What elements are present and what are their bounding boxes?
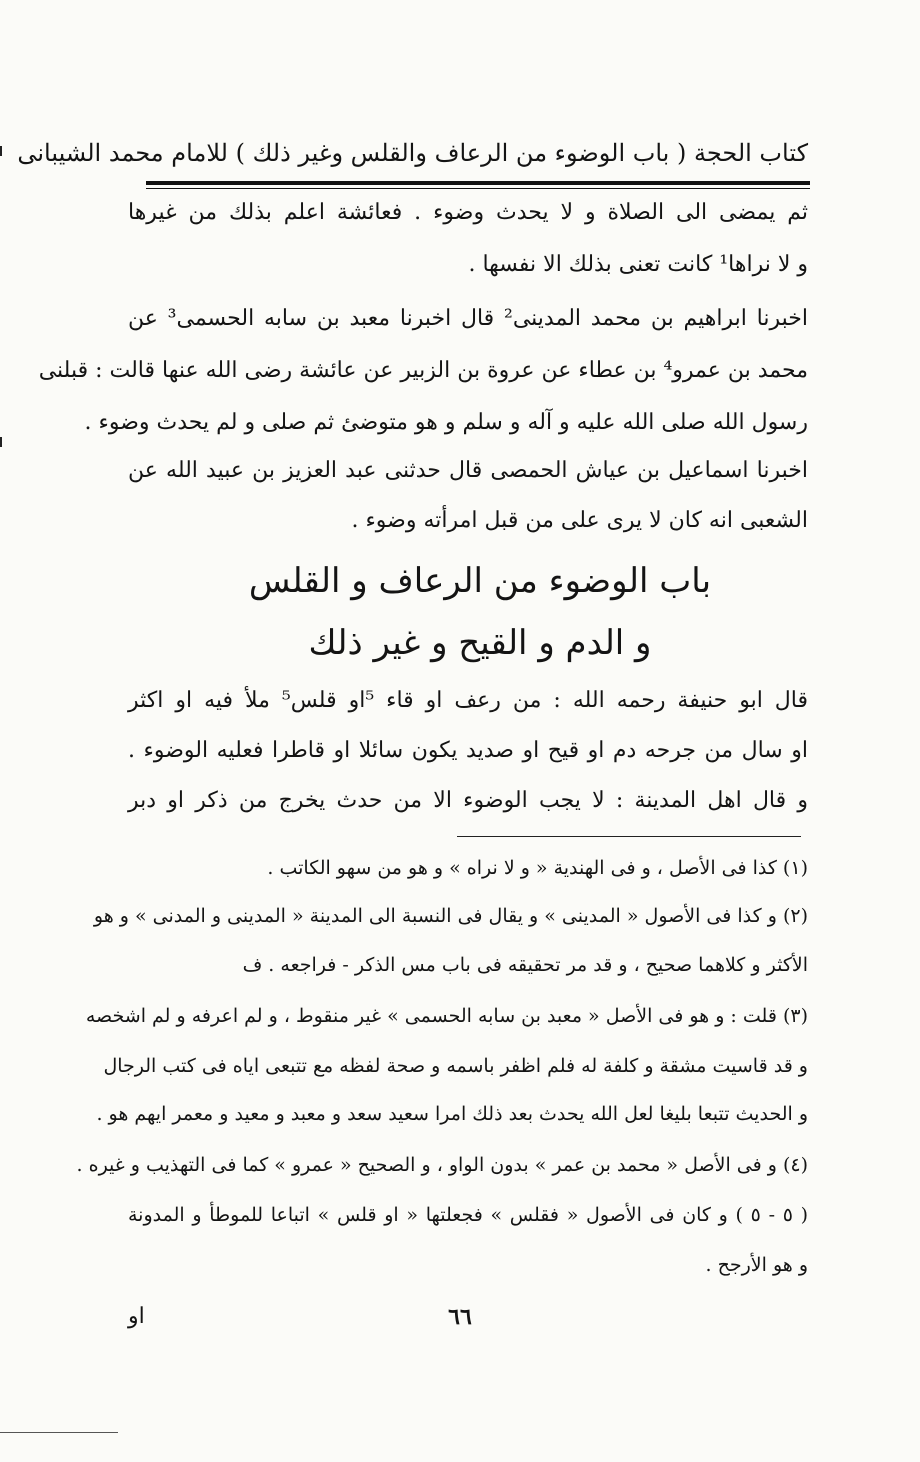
- body-line: قال ابو حنيفة رحمه الله : من رعف او قاء ⁵او قلس⁵ ملأ فيه او اكثر: [128, 688, 809, 713]
- footnote-line: و هو الأرجح .: [705, 1254, 808, 1276]
- footnote-separator: [457, 836, 801, 837]
- running-header: كتاب الحجة ( باب الوضوء من الرعاف والقلس وغير ذلك ) للامام محمد الشيبانى: [17, 139, 808, 167]
- body-line: او سال من جرحه دم او قيح او صديد يكون سائلا او قاطرا فعليه الوضوء .: [128, 738, 808, 763]
- footnote-line: (١) كذا فى الأصل ، و فى الهندية « و لا نراه » و هو من سهو الكاتب .: [267, 857, 808, 879]
- header-rule-thick: [146, 181, 810, 185]
- footnote-line: و قد قاسيت مشقة و كلفة له فلم اظفر باسمه و صحة لفظه مع تتبعى اياه فى كتب الرجال: [103, 1055, 808, 1077]
- footnote-line: و الحديث تتبعا بليغا لعل الله يحدث بعد ذلك امرا سعيد سعد و معبد و معيد و معمر ايهم هو .: [96, 1103, 808, 1125]
- body-line: و قال اهل المدينة : لا يجب الوضوء الا من حدث يخرج من ذكر او دبر: [128, 788, 808, 813]
- chapter-heading-line-1: باب الوضوء من الرعاف و القلس: [248, 561, 712, 601]
- chapter-heading-line-2: و الدم و القيح و غير ذلك: [308, 623, 652, 663]
- body-line: و لا نراها¹ كانت تعنى بذلك الا نفسها .: [468, 252, 808, 277]
- body-line: رسول الله صلى الله عليه و آله و سلم و هو متوضئ ثم صلى و لم يحدث وضوء .: [84, 410, 808, 435]
- catchword: او: [128, 1304, 145, 1329]
- body-line: محمد بن عمرو⁴ بن عطاء عن عروة بن الزبير عن عائشة رضى الله عنها قالت : قبلنى: [38, 358, 808, 383]
- footnote-line: (٢) و كذا فى الأصول « المدينى » و يقال فى النسبة الى المدينة « المدينى و المدنى » و هو: [93, 905, 808, 927]
- body-line: اخبرنا اسماعيل بن عياش الحمصى قال حدثنى عبد العزيز بن عبيد الله عن: [128, 458, 808, 483]
- scan-edge-mark: [0, 437, 2, 447]
- body-line: اخبرنا ابراهيم بن محمد المدينى² قال اخبرنا معبد بن سابه الحسمى³ عن: [128, 306, 808, 331]
- body-line: الشعبى انه كان لا يرى على من قبل امرأته وضوء .: [351, 508, 808, 533]
- body-line: ثم يمضى الى الصلاة و لا يحدث وضوء . فعائشة اعلم بذلك من غيرها: [128, 200, 808, 225]
- footnote-line: الأكثر و كلاهما صحيح ، و قد مر تحقيقه فى باب مس الذكر - فراجعه . ف: [242, 954, 808, 976]
- footnote-line: (٣) قلت : و هو فى الأصل « معبد بن سابه الحسمى » غير منقوط ، و لم اعرفه و لم اشخصه: [85, 1005, 808, 1027]
- footnote-line: (٤) و فى الأصل « محمد بن عمر » بدون الواو ، و الصحيح « عمرو » كما فى التهذيب و غيره .: [76, 1154, 808, 1176]
- page-number: ٦٦: [448, 1304, 472, 1330]
- footnote-line: ( ٥ - ٥ ) و كان فى الأصول « فقلس » فجعلتها « او قلس » اتباعا للموطأ و المدونة: [128, 1204, 809, 1226]
- scan-edge-line: [0, 1432, 118, 1433]
- scan-edge-mark: [0, 146, 2, 156]
